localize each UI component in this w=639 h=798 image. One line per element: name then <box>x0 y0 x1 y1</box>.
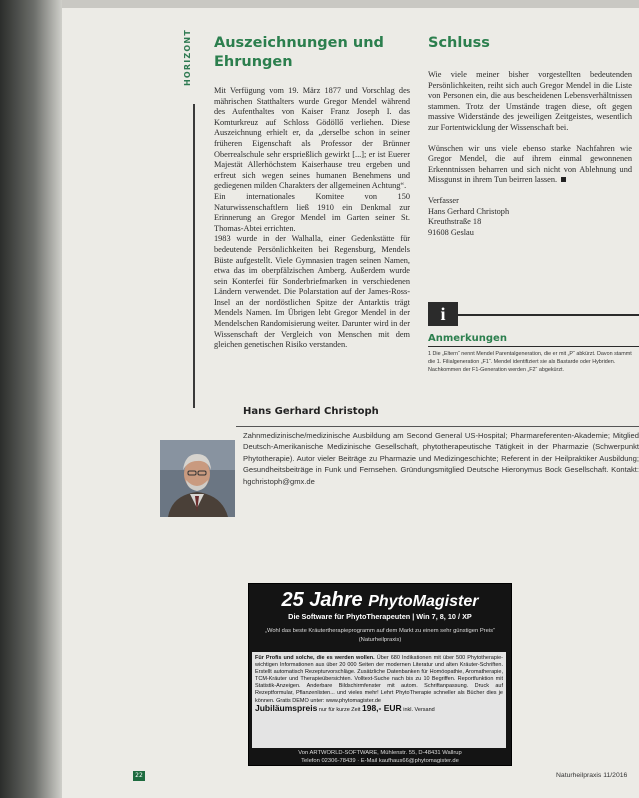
notes-text: 1 Die „Eltern“ nennt Mendel Parentalgeneration, die er mit „P“ abkürzt. Davon stammt die 1. Filialgeneration „F1“. Mendel identifiziert sie als Bastarde oder Hybriden. Nachkommen der F1-Generation werden „F2“ abgekürzt. <box>428 351 632 373</box>
left-paragraph: 1983 wurde in der Walhalla, einer Gedenkstätte für bedeutende Persönlichkeiten bei Regensburg, Mendels Büste aufgestellt. Viele Gymnasien tragen seinen Namen, etwa das im oberpfälzischen Amberg. Außerdem wurde sein Konterfei für Sonderbriefmarken in verschiedenen Ländern verwendet. Die Polarstation auf der James-Ross-Insel an der nordöstlichen Spitze der Antarktis trägt Mendels Namen. Im Übrigen lebt Gregor Mendel in der Mendelschen Randomisierung weiter. Darunter wird in der Wissenschaft der Vergleich von Menschen mit dem gleichen genetischen Risiko verstanden. <box>214 234 410 350</box>
ad-quote: „Wohl das beste Kräutertherapieprogramm auf dem Markt zu einem sehr günstigen Preis“ (Naturheilpraxis) <box>265 628 495 643</box>
notes-rule <box>428 346 639 347</box>
section-label: HORIZONT <box>183 29 192 86</box>
author-name: Hans Gerhard Christoph <box>243 406 379 417</box>
right-paragraph: Wünschen wir uns viele ebenso starke Nachfahren wie Gregor Mendel, die auf ihrem einmal gewonnenen Erkenntnissen beharren und sich nicht von Ablehnung und Missgunst in ihrem Tun beirren lassen. <box>428 143 632 185</box>
ad-description: Für Profis und solche, die es werden wollen. Über 680 Indikationen mit über 500 Phytotherapie-wichtigen Informationen aus über 20 000 Seiten der modernen Literatur und alten Kräuter-Schriften. Erstellt automatisch Rezepturvorschläge. Zusätzliche Datenbanken für Homöopathie, Aromatherapie, TCM-Kräuter und Therapieübersichten. Volltext-Suche nach bis zu 10 Begriffen. Reportfunktion mit Statistik-Anzeigen. Anderbare Bildschirmfenster mit autom. Schriftanpassung. Druck auf Rezeptformular, Pflanzenlisten... und vieles mehr! Lehrt PhytoTherapie schneller als Bücher dies je können. Gratis DEMO unter: www.phytomagister.de Jubiläumspreis nur für kurze Zeit 198,- EUR inkl. Versand <box>252 652 506 748</box>
left-paragraph: Ein internationales Komitee von 150 Naturwissenschaftlern ließ 1910 ein Denkmal zur Erinnerung an Gregor Mendel im Garten seiner St. Thomas-Abtei errichten. <box>214 191 410 233</box>
column-divider <box>193 104 195 408</box>
info-icon: i <box>428 302 458 326</box>
ad-title: 25 Jahre PhytoMagister <box>281 589 479 611</box>
right-heading: Schluss <box>428 35 490 51</box>
author-address-city: 91608 Geslau <box>428 227 474 237</box>
author-address-label: Verfasser <box>428 195 459 205</box>
right-column <box>428 70 632 238</box>
page-footer: Naturheilpraxis 11/2016 <box>556 772 628 779</box>
page-top-edge <box>62 0 639 8</box>
phytomagister-advertisement <box>248 583 512 766</box>
author-rule <box>236 426 639 427</box>
ad-contact: Von ARTWORLD-SOFTWARE, Mühlenstr. 55, D-48431 Wallrup Telefon 02306-78439 · E-Mail kaufhaus66@phytomagister.de <box>298 750 462 764</box>
page-number: 22 <box>133 771 145 781</box>
right-paragraph: Wie viele meiner bisher vorgestellten bedeutenden Persönlichkeiten, reiht sich auch Gregor Mendel in die Liste von Personen ein, die aus bescheidenen Lebensverhältnissen stammen. Trotz der Umstände tragen diese, oft gegen massive Widerstände des jeweiligen Zeitgeistes, wesentlich zur Fortentwicklung der Wissenschaft bei. <box>428 70 632 132</box>
author-address-name: Hans Gerhard Christoph <box>428 206 510 216</box>
author-photo <box>160 440 235 517</box>
left-heading: Auszeichnungen und Ehrungen <box>214 35 384 70</box>
notes-heading: Anmerkungen <box>428 333 507 344</box>
author-bio: Zahnmedizinische/medizinische Ausbildung am Second General US-Hospital; Pharmareferenten-Akademie; Mitglied Deutsch-Amerikanische Medizinische Gesellschaft, phytotherapeutische Tätigkeit in der Pharmazie (Schwerpunkt Phytotherapie). Autor vieler Beiträge zu Pharmazie und Medizingeschichte; Referent in der Heilpraktiker Ausbildung; Gesundheitsbeiträge in Funk und Fernsehen. Gründungsmitglied Deutsche Hieronymus Bock Gesellschaft. Kontakt: hgchristoph@gmx.de <box>243 431 639 486</box>
left-column <box>214 86 410 351</box>
info-rule <box>458 314 639 316</box>
page-binding-shadow <box>0 0 62 798</box>
end-mark-icon <box>561 177 566 182</box>
left-paragraph: Mit Verfügung vom 19. März 1877 und Vorschlag des mährischen Statthalters wurde Gregor Mendel während des Aufenthaltes von Kaiser Franz Joseph I. das Komturkreuz auf Schloss Gödöllő verliehen. Diese Auszeichnung erhielt er, da „derselbe schon in seiner früheren Eigenschaft als Professor der Brünner Oberrealschule sehr ersprießlich gewirkt [...]; er ist Euerer Majestät Allerhöchstem Kaiserhause treu ergeben und erfreut sich wegen seines humanen Benehmens und gediegenen milden Charakters der allgemeinen Achtung“. <box>214 86 410 191</box>
ad-subtitle: Die Software für PhytoTherapeuten | Win 7, 8, 10 / XP <box>288 612 472 621</box>
author-address-street: Kreuthstraße 18 <box>428 217 482 227</box>
